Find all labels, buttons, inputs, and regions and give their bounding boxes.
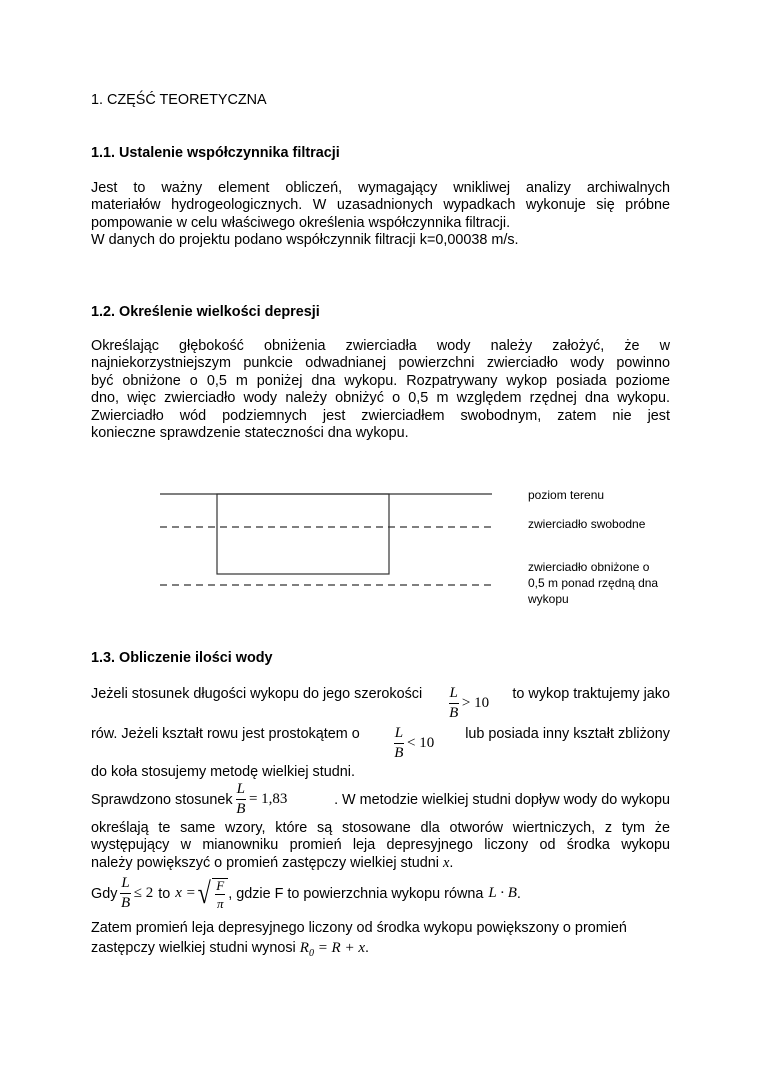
text-line: określają te same wzory, które są stosowane dla otworów wiertniczych, z tym że	[91, 820, 670, 836]
fraction-l-over-b: $\frac{L}{B}$	[236, 781, 246, 817]
fraction-f-over-pi: $\frac{F}{\pi}$	[216, 877, 225, 911]
text-line: Zatem promień leja depresyjnego liczony od środka wykopu powiększony o promień	[91, 920, 627, 936]
section-1-3-paragraph	[91, 820, 670, 872]
fraction-l-over-b: $\frac{L}{B}$	[449, 685, 459, 721]
square-root-expression: √ $\frac{F}{\pi}$	[196, 878, 228, 910]
fraction-l-over-b: $\frac{L}{B}$	[120, 875, 131, 911]
label-line: wykopu	[528, 592, 569, 606]
text-line: Jest to ważny element obliczeń, wymagający wnikliwej analizy archiwalnych	[91, 180, 670, 196]
text-line: Określając głębokość obniżenia zwierciadła wody należy założyć, że w	[91, 338, 670, 354]
ratio-expression: $\frac{L}{B}$ < 10	[394, 725, 435, 761]
text-line: materiałów hydrogeologicznych. W uzasadnionych wypadkach wykonuje się próbne	[91, 197, 670, 214]
ground-level-label: poziom terenu	[528, 488, 605, 502]
text-line: najniekorzystniejszym punkcie odwadnianej powierzchni zwierciadło wody powinno	[91, 355, 670, 372]
text-line: Jeżeli stosunek długości wykopu do jego szerokości $\frac{L}{B}$ > 10 to wykop traktujemy jako	[91, 685, 670, 721]
r0-formula: $R_0 = R + x$	[299, 940, 366, 959]
text-line: występujący w mianowniku promień leja depresyjnego liczony od środka wykopu	[91, 837, 670, 854]
ratio-expression: $\frac{L}{B}$ > 10	[449, 685, 490, 721]
label-line: 0,5 m ponad rzędną dna	[528, 576, 659, 590]
text-line: być obniżone o 0,5 m poniżej dna wykopu. Rozpatrywany wykop posiada poziome	[91, 372, 670, 389]
label-line: zwierciadło obniżone o	[528, 560, 650, 574]
section-1-2-heading: 1.2. Określenie wielkości depresji	[91, 304, 320, 320]
text-line: Zwierciadło wód podziemnych jest zwierciadłem swobodnym, zatem nie jest	[91, 407, 670, 424]
text-line: do koła stosujemy metodę wielkiej studni.	[91, 764, 355, 780]
section-1-3-heading: 1.3. Obliczenie ilości wody	[91, 650, 273, 666]
text-line: pompowanie w celu właściwego określenia współczynnika filtracji.	[91, 214, 511, 231]
lowered-surface-label	[528, 559, 658, 607]
text-line: należy powiększyć o promień zastępczy wielkiej studni x.	[91, 854, 454, 871]
text-line: dno, więc zwierciadło wody należy obniżyć o 0,5 m względem rzędnej dna wykopu.	[91, 390, 670, 407]
text-line: konieczne sprawdzenie stateczności dna wykopu.	[91, 425, 409, 442]
text-line: rów. Jeżeli kształt rowu jest prostokątem o $\frac{L}{B}$ < 10 lub posiada inny kształt zbliżony	[91, 725, 670, 761]
section-1-1-heading: 1.1. Ustalenie współczynnika filtracji	[91, 145, 340, 161]
section-1-heading: 1. CZĘŚĆ TEORETYCZNA	[91, 92, 267, 108]
section-1-1-paragraph	[91, 180, 670, 250]
text-line: Gdy $\frac{L}{B}$ ≤ 2 to x = √ $\frac{F}{\pi}$ , gdzie F to powierzchnia wykopu równa L · B .	[91, 875, 521, 911]
section-1-2-paragraph	[91, 338, 670, 442]
excavation-pit	[217, 494, 389, 574]
fraction-l-over-b: $\frac{L}{B}$	[394, 725, 404, 761]
text-line: zastępczy wielkiej studni wynosi $R_0 = R + x$.	[91, 940, 370, 959]
free-surface-label: zwierciadło swobodne	[528, 517, 646, 531]
text-line: W danych do projektu podano współczynnik filtracji k=0,00038 m/s.	[91, 232, 519, 249]
text-line: Sprawdzono stosunek $\frac{L}{B}$ = 1,83 . W metodzie wielkiej studni dopływ wody do wykopu	[91, 781, 670, 817]
